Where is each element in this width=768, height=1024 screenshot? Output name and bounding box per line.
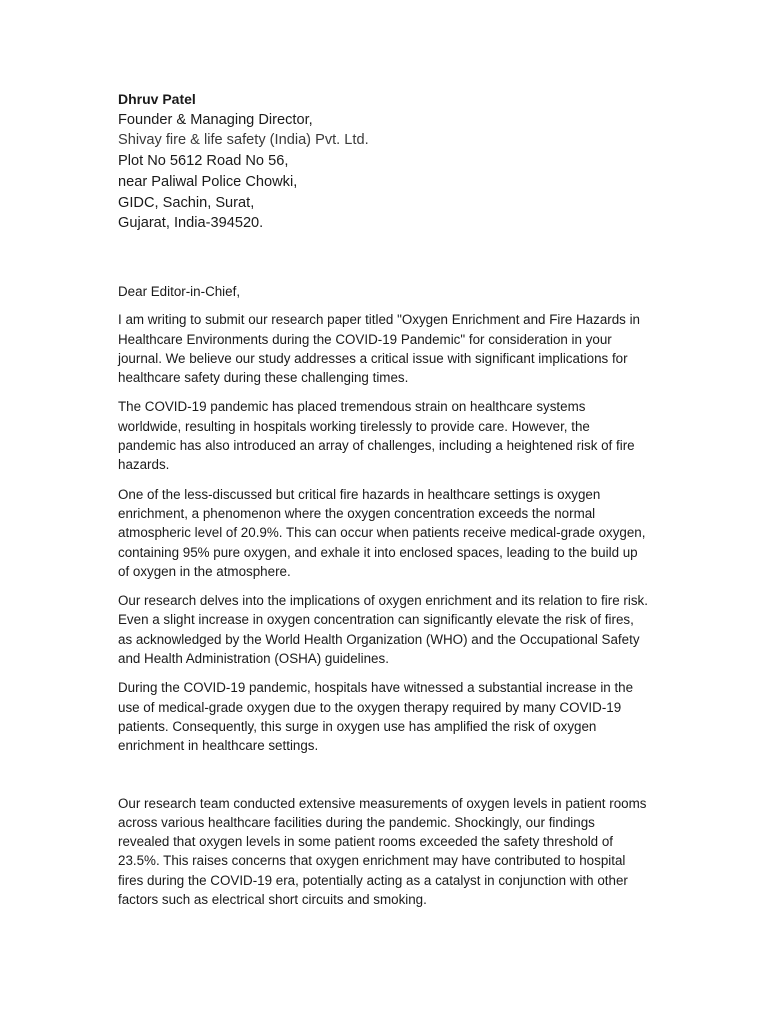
paragraph-2: The COVID-19 pandemic has placed tremendous strain on healthcare systems worldwide, resulting in hospitals working tirelessly to provide care. However, the pandemic has also introduced an array of challenges, including a heightened risk of fire hazards. [118, 399, 635, 473]
sender-title: Founder & Managing Director, [118, 111, 313, 128]
paragraph-1: I am writing to submit our research paper titled "Oxygen Enrichment and Fire Hazards in Healthcare Environments during the COVID-19 Pandemic" for consideration in your journal. We believe our study addresses a critical issue with significant implications for healthcare safety during these challenging times. [118, 312, 641, 386]
paragraph-6: Our research team conducted extensive measurements of oxygen levels in patient rooms across various healthcare facilities during the pandemic. Shockingly, our findings revealed that oxygen levels in some patient rooms exceeded the safety threshold of 23.5%. This raises concerns that oxygen enrichment may have contributed to hospital fires during the COVID-19 era, potentially acting as a catalyst in conjunction with other factors such as electrical short circuits and smoking. [118, 795, 647, 908]
sender-address-line-2: near Paliwal Police Chowki, [118, 173, 298, 190]
salutation: Dear Editor-in-Chief, [118, 284, 241, 299]
sender-company: Shivay fire & life safety (India) Pvt. Ltd. [118, 132, 369, 149]
sender-block [118, 89, 678, 234]
paragraph-3: One of the less-discussed but critical fire hazards in healthcare settings is oxygen enrichment, a phenomenon where the oxygen concentration exceeds the normal atmospheric level of 20.9%. This can occur when patients receive medical-grade oxygen, containing 95% pure oxygen, and exhale it into enclosed spaces, leading to the build up of oxygen in the atmosphere. [118, 486, 646, 579]
sender-name: Dhruv Patel [118, 91, 196, 107]
sender-address-line-4: Gujarat, India-394520. [118, 215, 264, 232]
paragraph-4: Our research delves into the implications of oxygen enrichment and its relation to fire risk. Even a slight increase in oxygen concentration can significantly elevate the risk of fires, as acknowledged by the World Health Organization (WHO) and the Occupational Safety and Health Administration (OSHA) guidelines. [118, 593, 648, 667]
paragraph-5: During the COVID-19 pandemic, hospitals have witnessed a substantial increase in the use of medical-grade oxygen due to the oxygen therapy required by many COVID-19 patients. Consequently, this surge in oxygen use has amplified the risk of oxygen enrichment in healthcare settings. [118, 680, 634, 754]
sender-address-line-1: Plot No 5612 Road No 56, [118, 153, 289, 170]
letter-body [118, 282, 648, 919]
sender-address-line-3: GIDC, Sachin, Surat, [118, 194, 255, 211]
